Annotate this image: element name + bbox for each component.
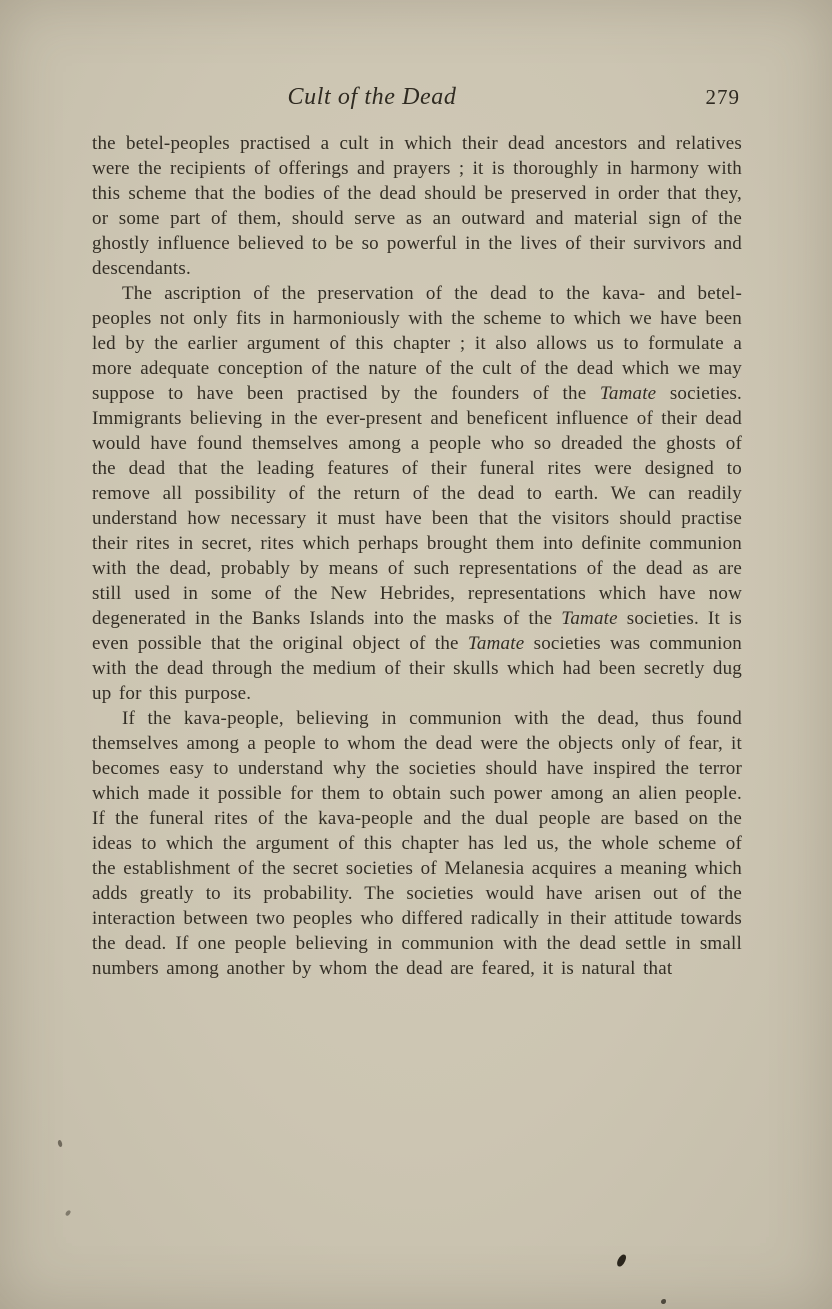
page-header (92, 84, 742, 116)
ink-speck (616, 1253, 628, 1268)
paragraph (92, 281, 742, 706)
italic-term: Tamate (561, 608, 618, 629)
italic-term: Tamate (599, 383, 657, 404)
paragraph (92, 131, 742, 281)
running-title: Cult of the Dead (287, 84, 457, 110)
paragraph (92, 706, 742, 981)
text-segment: societies was communion with the dead through the medium of their skulls which had been secretly dug up for this purpose. (92, 633, 743, 704)
text-segment: societies. Immigrants believing in the ever-present and beneficent influence of their dead would have found themselves among a people who so dreaded the ghosts of the dead that the leading features of their funeral rites were designed to remove all possibility of the return of the dead to earth. We can readily understand how necessary it must have been that the visitors should practise their rites in secret, rites which perhaps brought them into definite communion with the dead, probably by means of such representations of the dead as are still used in some of the New Hebrides, representations which have now degenerated in the Banks Islands into the masks of the (92, 383, 743, 629)
text-segment: the betel-peoples practised a cult in which their dead ancestors and relatives were the recipients of offerings and prayers ; it is thoroughly in harmony with this scheme that the bodies of the dead should be preserved in order that they, or some part of them, should serve as an outward and material sign of the ghostly influence believed to be so powerful in the lives of their survivors and descendants. (92, 133, 742, 279)
text-block (92, 131, 742, 981)
ink-speck (65, 1209, 71, 1216)
page-number: 279 (705, 85, 740, 109)
italic-term: Tamate (467, 633, 525, 654)
ink-speck (661, 1299, 666, 1304)
text-segment: The ascription of the preservation of the dead to the kava- and betel-peoples not only fits in harmoniously with the scheme to which we have been led by the earlier argument of this chapter ; it also allows us to formulate a more adequate conception of the nature of the cult of the dead which we may suppose to have been practised by the founders of the (92, 283, 742, 404)
ink-speck (57, 1140, 63, 1148)
text-segment: If the kava-people, believing in communion with the dead, thus found themselves among a people to whom the dead were the objects only of fear, it becomes easy to understand why the societies should have inspired the terror which made it possible for them to obtain such power among an alien people. If the funeral rites of the kava-people and the dual people are based on the ideas to which the argument of this chapter has led us, the whole scheme of the establishment of the secret societies of Melanesia acquires a meaning which adds greatly to its probability. The societies would have arisen out of the interaction between two peoples who differed radically in their attitude towards the dead. If one people believing in communion with the dead settle in small numbers among another by whom the dead are feared, it is natural that (92, 708, 742, 979)
text-segment: societies. It is even possible that the original object of the (92, 608, 742, 654)
